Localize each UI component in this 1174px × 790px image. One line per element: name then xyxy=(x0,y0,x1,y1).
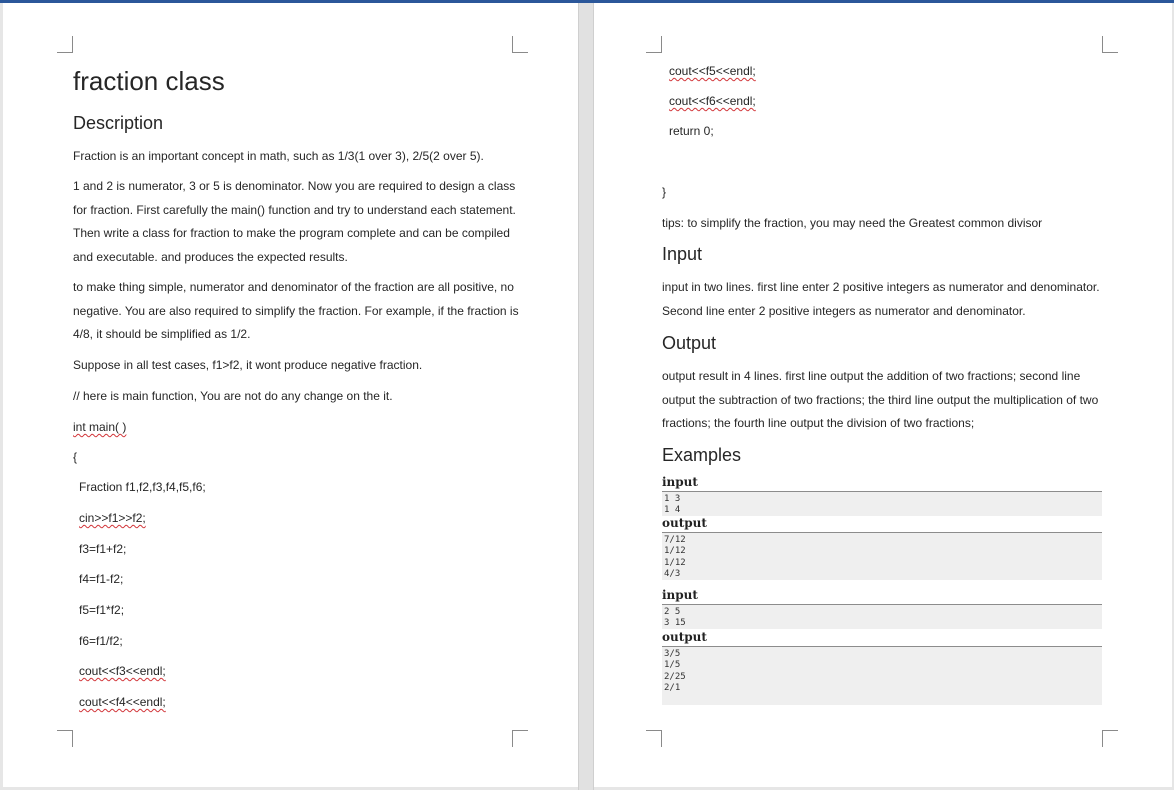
code-close-brace: } xyxy=(662,185,667,199)
document-page-2[interactable] xyxy=(594,3,1172,787)
example-1-input-line: 1 4 xyxy=(664,505,681,516)
description-paragraph-3-line-3: 4/8, it should be simplified as 1/2. xyxy=(73,327,251,341)
document-title: fraction class xyxy=(73,66,225,96)
margin-corner-top-right xyxy=(512,36,528,53)
description-paragraph-2-line-1: 1 and 2 is numerator, 3 or 5 is denominator. Now you are required to design a class xyxy=(73,179,516,193)
example-2-output-line: 2/25 xyxy=(664,671,686,682)
example-2-output-box[interactable] xyxy=(662,647,1102,705)
example-2-output-label: output xyxy=(662,630,707,644)
code-main-signature: int main( ) xyxy=(73,420,127,434)
margin-corner-bottom-right xyxy=(512,730,528,747)
code-sub: f4=f1-f2; xyxy=(79,572,124,586)
example-2-input-box[interactable] xyxy=(662,605,1102,629)
description-paragraph-5: // here is main function, You are not do any change on the it. xyxy=(73,389,393,403)
margin-corner-top-left xyxy=(646,36,662,53)
description-paragraph-4: Suppose in all test cases, f1>f2, it wont produce negative fraction. xyxy=(73,358,423,372)
code-cout-f6: cout<<f6<<endl; xyxy=(669,94,756,108)
code-cout-f3: cout<<f3<<endl; xyxy=(79,664,166,678)
description-paragraph-3-line-1: to make thing simple, numerator and denominator of the fraction are all positive, no xyxy=(73,280,514,294)
input-heading: Input xyxy=(662,244,703,264)
code-mul: f5=f1*f2; xyxy=(79,603,125,617)
code-div: f6=f1/f2; xyxy=(79,634,123,648)
example-1-input-label: input xyxy=(662,475,698,489)
example-2-output-line: 1/5 xyxy=(664,660,681,671)
example-1-output-line: 7/12 xyxy=(664,535,686,545)
code-add: f3=f1+f2; xyxy=(79,542,127,556)
example-2-input-line: 2 5 xyxy=(664,607,681,617)
example-1-output-box[interactable] xyxy=(662,533,1102,580)
input-paragraph-line-2: Second line enter 2 positive integers as numerator and denominator. xyxy=(662,304,1026,318)
example-1-output-label: output xyxy=(662,516,707,530)
description-paragraph-3-line-2: negative. You are also required to simplify the fraction. For example, if the fraction is xyxy=(73,304,519,318)
code-cout-f5: cout<<f5<<endl; xyxy=(669,64,756,78)
margin-corner-top-left xyxy=(57,36,73,53)
code-declaration: Fraction f1,f2,f3,f4,f5,f6; xyxy=(79,480,206,494)
output-paragraph-line-2: output the subtraction of two fractions; the third line output the multiplication of two xyxy=(662,393,1099,407)
margin-corner-bottom-left xyxy=(646,730,662,747)
code-cin: cin>>f1>>f2; xyxy=(79,511,146,525)
description-paragraph-2-line-4: and executable. and produces the expected results. xyxy=(73,250,348,264)
example-2-output-line: 3/5 xyxy=(664,649,681,659)
example-2-input-label: input xyxy=(662,588,698,602)
example-2-input-line: 3 15 xyxy=(664,618,686,629)
example-1-input-line: 1 3 xyxy=(664,494,681,504)
document-page-1[interactable] xyxy=(3,3,578,787)
description-heading: Description xyxy=(73,113,164,133)
code-cout-f4: cout<<f4<<endl; xyxy=(79,695,166,709)
margin-corner-bottom-left xyxy=(57,730,73,747)
examples-heading: Examples xyxy=(662,445,742,465)
description-paragraph-1: Fraction is an important concept in math, such as 1/3(1 over 3), 2/5(2 over 5). xyxy=(73,149,484,163)
output-paragraph-line-3: fractions; the fourth line output the division of two fractions; xyxy=(662,416,975,430)
example-2-output-line: 2/1 xyxy=(664,682,681,693)
tips-paragraph: tips: to simplify the fraction, you may need the Greatest common divisor xyxy=(662,216,1043,230)
output-paragraph-line-1: output result in 4 lines. first line output the addition of two fractions; second line xyxy=(662,369,1081,383)
description-paragraph-2-line-3: Then write a class for fraction to make the program complete and can be compiled xyxy=(73,226,510,240)
code-return: return 0; xyxy=(669,124,714,138)
margin-corner-top-right xyxy=(1102,36,1118,53)
code-open-brace: { xyxy=(73,450,78,464)
margin-corner-bottom-right xyxy=(1102,730,1118,747)
example-1-input-box[interactable] xyxy=(662,492,1102,516)
page-gutter xyxy=(578,3,594,790)
description-paragraph-2-line-2: for fraction. First carefully the main() function and try to understand each statement. xyxy=(73,203,516,217)
example-1-output-line: 4/3 xyxy=(664,568,681,579)
input-paragraph-line-1: input in two lines. first line enter 2 positive integers as numerator and denominator. xyxy=(662,280,1100,294)
output-heading: Output xyxy=(662,333,717,353)
example-1-output-line: 1/12 xyxy=(664,557,686,568)
example-1-output-line: 1/12 xyxy=(664,546,686,557)
